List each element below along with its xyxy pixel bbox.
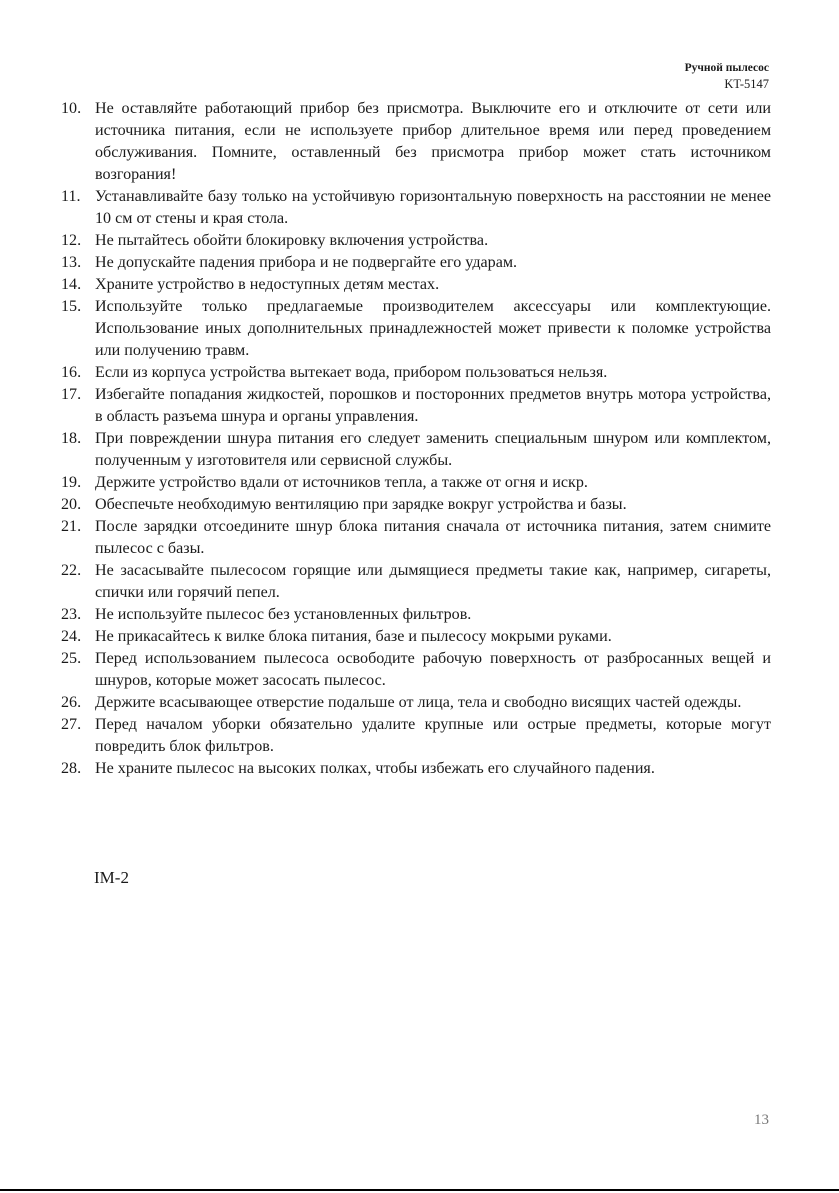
list-item <box>61 560 771 604</box>
item-number: 20. <box>61 496 82 513</box>
item-text: Не допускайте падения прибора и не подвергайте его ударам. <box>95 254 518 271</box>
item-text: Обеспечьте необходимую вентиляцию при зарядке вокруг устройства и базы. <box>95 496 627 513</box>
list-item <box>61 252 771 274</box>
item-text: После зарядки отсоедините шнур блока питания сначала от источника питания, затем снимите пылесос с базы. <box>95 518 771 557</box>
item-text: Перед началом уборки обязательно удалите крупные или острые предметы, которые могут повредить блок фильтров. <box>95 716 771 755</box>
item-text: Избегайте попадания жидкостей, порошков и посторонних предметов внутрь мотора устройства, в область разъема шнура и органы управления. <box>95 386 771 425</box>
item-number: 25. <box>61 650 82 667</box>
item-number: 18. <box>61 430 82 447</box>
list-item <box>61 98 771 186</box>
page-number: 13 <box>754 1112 769 1128</box>
item-number: 19. <box>61 474 82 491</box>
list-item <box>61 230 771 252</box>
item-number: 23. <box>61 606 82 623</box>
item-number: 10. <box>61 100 82 117</box>
item-text: Устанавливайте базу только на устойчивую горизонтальную поверхность на расстоянии не менее 10 см от стены и края стола. <box>95 188 771 227</box>
item-text: Не прикасайтесь к вилке блока питания, базе и пылесосу мокрыми руками. <box>95 628 612 645</box>
item-number: 22. <box>61 562 82 579</box>
list-item <box>61 648 771 692</box>
item-text: При повреждении шнура питания его следует заменить специальным шнуром или комплектом, полученным у изготовителя или сервисной службы. <box>95 430 771 469</box>
safety-instructions-list <box>61 98 771 780</box>
item-text: Не храните пылесос на высоких полках, чтобы избежать его случайного падения. <box>95 760 655 777</box>
item-number: 24. <box>61 628 82 645</box>
list-item <box>61 714 771 758</box>
page-header <box>685 60 769 92</box>
item-text: Не используйте пылесос без установленных фильтров. <box>95 606 472 623</box>
list-item <box>61 428 771 472</box>
item-number: 26. <box>61 694 82 711</box>
item-number: 21. <box>61 518 82 535</box>
item-number: 28. <box>61 760 82 777</box>
item-number: 11. <box>61 188 81 205</box>
page-bottom-border <box>0 1189 839 1191</box>
list-item <box>61 384 771 428</box>
list-item <box>61 296 771 362</box>
item-text: Храните устройство в недоступных детям местах. <box>95 276 440 293</box>
document-code: IM-2 <box>94 868 129 887</box>
item-text: Не засасывайте пылесосом горящие или дымящиеся предметы такие как, например, сигареты, спички или горячий пепел. <box>95 562 771 601</box>
item-number: 12. <box>61 232 82 249</box>
list-item <box>61 516 771 560</box>
list-item <box>61 604 771 626</box>
product-title: Ручной пылесос <box>684 62 769 74</box>
list-item <box>61 692 771 714</box>
list-item <box>61 494 771 516</box>
list-item <box>61 758 771 780</box>
item-number: 13. <box>61 254 82 271</box>
product-model: KT-5147 <box>724 77 769 91</box>
item-text: Если из корпуса устройства вытекает вода, прибором пользоваться нельзя. <box>95 364 608 381</box>
item-text: Не оставляйте работающий прибор без присмотра. Выключите его и отключите от сети или источника питания, если не используете прибор длительное время или перед проведением обслуживания. Помните, оставленный без присмотра прибор может стать источником возгорания! <box>95 100 771 183</box>
list-item <box>61 626 771 648</box>
list-item <box>61 186 771 230</box>
item-number: 17. <box>61 386 82 403</box>
item-text: Держите всасывающее отверстие подальше от лица, тела и свободно висящих частей одежды. <box>95 694 742 711</box>
item-number: 27. <box>61 716 82 733</box>
item-number: 15. <box>61 298 82 315</box>
list-item <box>61 274 771 296</box>
item-text: Не пытайтесь обойти блокировку включения устройства. <box>95 232 489 249</box>
item-number: 16. <box>61 364 82 381</box>
item-text: Используйте только предлагаемые производителем аксессуары или комплектующие. Использование иных дополнительных принадлежностей может привести к поломке устройства или получению травм. <box>95 298 771 359</box>
list-item <box>61 472 771 494</box>
list-item <box>61 362 771 384</box>
item-text: Перед использованием пылесоса освободите рабочую поверхность от разбросанных вещей и шнуров, которые может засосать пылесос. <box>95 650 771 689</box>
item-text: Держите устройство вдали от источников тепла, а также от огня и искр. <box>95 474 588 491</box>
item-number: 14. <box>61 276 82 293</box>
